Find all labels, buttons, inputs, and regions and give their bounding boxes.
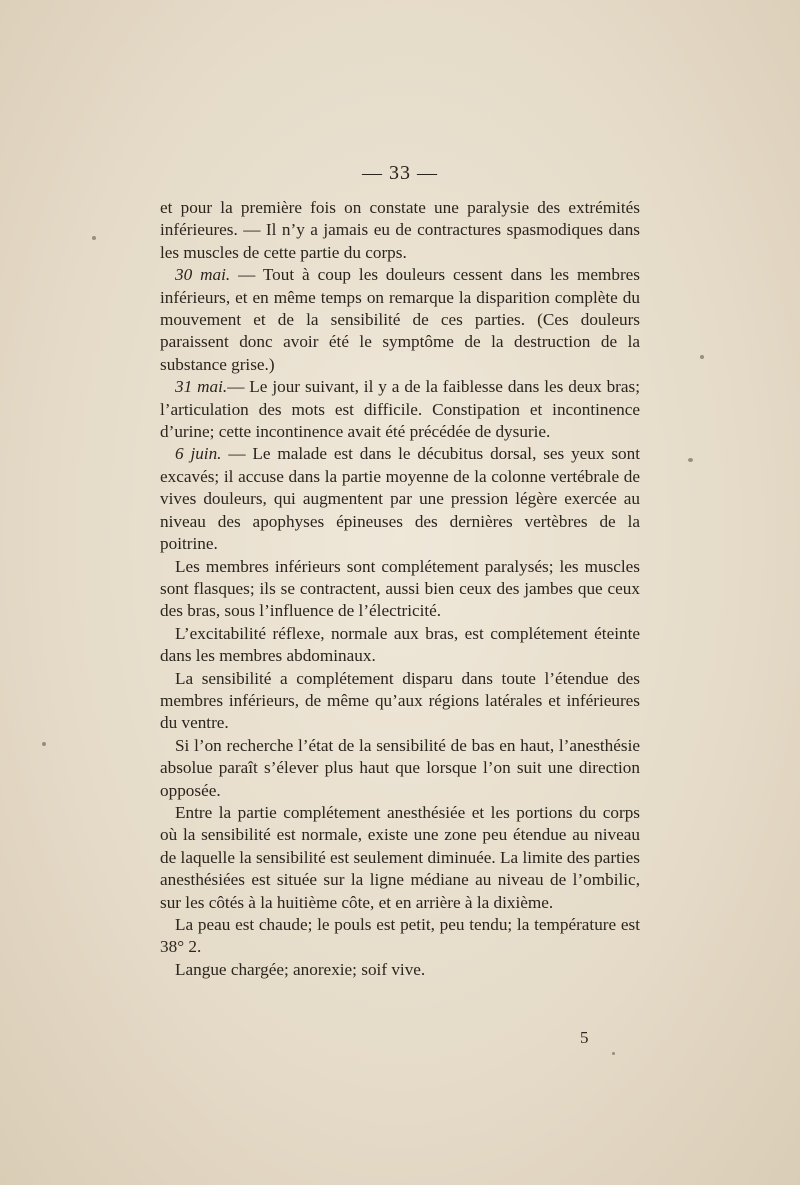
paper-speck	[688, 458, 693, 462]
date-lead: 6 juin.	[175, 444, 222, 464]
paragraph-11	[160, 959, 640, 981]
paragraph-6	[160, 623, 640, 668]
paragraph-5	[160, 556, 640, 623]
signature-mark: 5	[580, 1028, 589, 1047]
page-number: — 33 —	[362, 162, 438, 184]
date-lead: 30 mai.	[175, 265, 231, 285]
paragraph-1	[160, 197, 640, 264]
paragraph-text: — Tout à coup les douleurs cessent dans les membres inférieurs, et en même temps on remarque la disparition complète du mouvement et de la sensibilité de ces parties. (Ces douleurs paraissent donc avoir été le symptôme de la destruction de la substance grise.)	[160, 265, 640, 374]
date-lead: 31 mai.	[175, 377, 228, 397]
paragraph-text: Langue chargée; anorexie; soif vive.	[175, 959, 426, 979]
paragraph-9	[160, 802, 640, 914]
paragraph-8	[160, 735, 640, 802]
paragraph-3	[160, 376, 640, 443]
paragraph-text: La sensibilité a complétement disparu dans toute l’étendue des membres inférieurs, de même qu’aux régions latérales et inférieures du ventre.	[160, 668, 640, 733]
paragraph-text: L’excitabilité réflexe, normale aux bras, est complétement éteinte dans les membres abdominaux.	[160, 623, 640, 666]
paragraph-7	[160, 668, 640, 735]
paragraph-text: — Le jour suivant, il y a de la faiblesse dans les deux bras; l’articulation des mots est difficile. Constipation et incontinence d’urine; cette incontinence avait été précédée de dysurie.	[160, 377, 640, 442]
paper-speck	[92, 236, 96, 240]
paragraph-text: La peau est chaude; le pouls est petit, peu tendu; la température est 38° 2.	[160, 915, 640, 957]
body-text	[160, 197, 640, 981]
paragraph-10	[160, 914, 640, 959]
paragraph-text: Les membres inférieurs sont complétement paralysés; les muscles sont flasques; ils se contractent, aussi bien ceux des jambes que ceux des bras, sous l’influence de l’électricité.	[160, 556, 640, 621]
paragraph-text: et pour la première fois on constate une paralysie des extrémités inférieures. — Il n’y a jamais eu de contractures spasmodiques dans les muscles de cette partie du corps.	[160, 198, 640, 262]
paragraph-text: — Le malade est dans le décubitus dorsal, ses yeux sont excavés; il accuse dans la partie moyenne de la colonne vertébrale de vives douleurs, qui augmentent par une pression légère exercée au niveau des apophyses épineuses des dernières vertèbres de la poitrine.	[160, 444, 640, 554]
paper-speck	[700, 355, 704, 359]
paper-speck	[42, 742, 46, 746]
paragraph-text: Si l’on recherche l’état de la sensibilité de bas en haut, l’anesthésie absolue paraît s’élever plus haut que lorsque l’on suit une direction opposée.	[160, 735, 640, 800]
paragraph-4	[160, 443, 640, 555]
paragraph-text: Entre la partie complétement anesthésiée et les portions du corps où la sensibilité est normale, existe une zone peu étendue au niveau de laquelle la sensibilité est seulement diminuée. La limite des parties anesthésiées est située sur la ligne médiane au niveau de l’ombilic, sur les côtés à la huitième côte, et en arrière à la dixième.	[160, 802, 640, 912]
paragraph-2	[160, 264, 640, 376]
paper-speck	[612, 1052, 615, 1055]
